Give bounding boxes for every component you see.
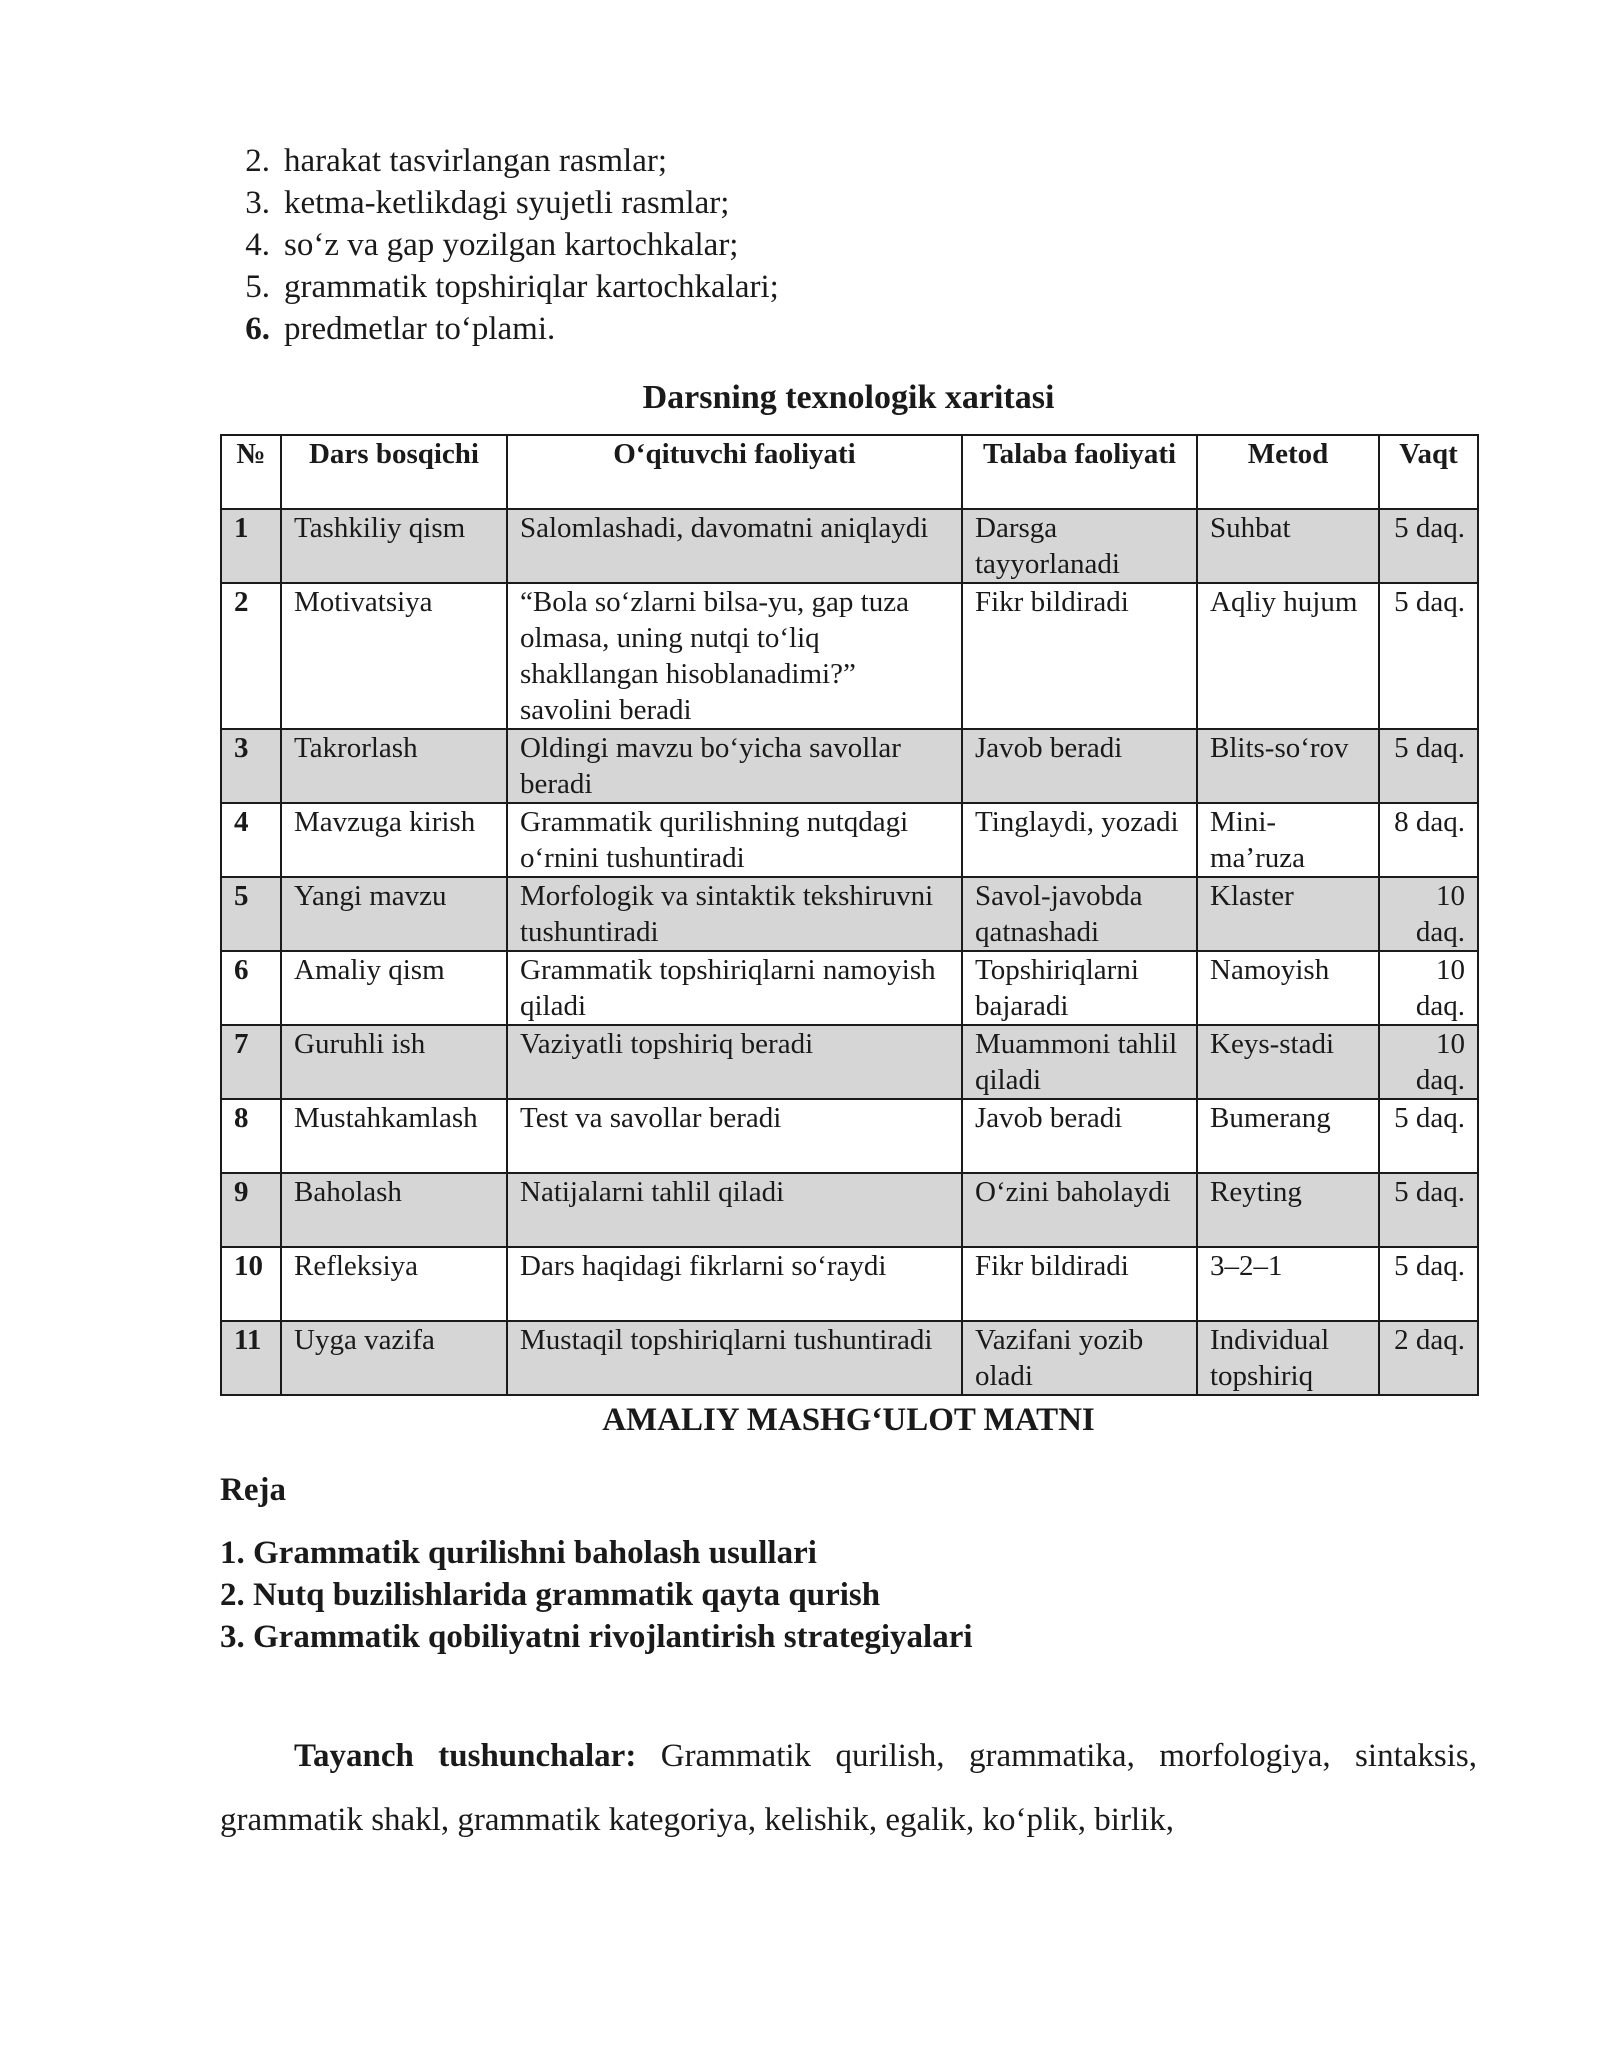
cell-teacher-activity: Grammatik qurilishning nutqdagi o‘rnini tushuntiradi	[507, 803, 962, 877]
key-concepts-label: Tayanch tushunchalar:	[294, 1738, 637, 1774]
cell-student-activity: Fikr bildiradi	[962, 583, 1197, 729]
column-header-number: №	[221, 435, 281, 509]
cell-time: 5 daq.	[1379, 729, 1478, 803]
cell-teacher-activity: Salomlashadi, davomatni aniqlaydi	[507, 509, 962, 583]
cell-stage: Refleksiya	[281, 1247, 507, 1321]
cell-teacher-activity: Mustaqil topshiriqlarni tushuntiradi	[507, 1321, 962, 1395]
column-header-stage: Dars bosqichi	[281, 435, 507, 509]
cell-time: 10 daq.	[1379, 951, 1478, 1025]
cell-teacher-activity: Morfologik va sintaktik tekshiruvni tushuntiradi	[507, 877, 962, 951]
cell-teacher-activity: “Bola so‘zlarni bilsa-yu, gap tuza olmasa, uning nutqi to‘liq shakllangan hisoblanadimi?” savolini beradi	[507, 583, 962, 729]
list-item	[220, 308, 1477, 350]
list-item-number: 6.	[245, 311, 270, 347]
list-item-text: predmetlar to‘plami.	[284, 311, 556, 347]
cell-time: 10 daq.	[1379, 1025, 1478, 1099]
cell-student-activity: Vazifani yozib oladi	[962, 1321, 1197, 1395]
table-row	[221, 1099, 1478, 1173]
cell-student-activity: Muammoni tahlil qiladi	[962, 1025, 1197, 1099]
table-row	[221, 729, 1478, 803]
cell-time: 5 daq.	[1379, 509, 1478, 583]
list-item-text: grammatik topshiriqlar kartochkalari;	[284, 269, 779, 305]
list-item-number: 2.	[245, 143, 270, 179]
cell-teacher-activity: Vaziyatli topshiriq beradi	[507, 1025, 962, 1099]
cell-method: Reyting	[1197, 1173, 1379, 1247]
plan-heading: Reja	[220, 1472, 286, 1508]
table-header-row	[221, 435, 1478, 509]
list-item	[220, 140, 1477, 182]
cell-stage: Mavzuga kirish	[281, 803, 507, 877]
list-item-text: harakat tasvirlangan rasmlar;	[284, 143, 667, 179]
cell-teacher-activity: Oldingi mavzu bo‘yicha savollar beradi	[507, 729, 962, 803]
cell-method: Individual topshiriq	[1197, 1321, 1379, 1395]
cell-student-activity: Darsga tayyorlanadi	[962, 509, 1197, 583]
list-item-text: so‘z va gap yozilgan kartochkalar;	[284, 227, 739, 263]
cell-stage: Uyga vazifa	[281, 1321, 507, 1395]
cell-method: Mini-ma’ruza	[1197, 803, 1379, 877]
cell-number: 5	[221, 877, 281, 951]
cell-stage: Yangi mavzu	[281, 877, 507, 951]
cell-method: Bumerang	[1197, 1099, 1379, 1173]
cell-number: 7	[221, 1025, 281, 1099]
cell-student-activity: Javob beradi	[962, 729, 1197, 803]
cell-teacher-activity: Natijalarni tahlil qiladi	[507, 1173, 962, 1247]
plan-item: 2. Nutq buzilishlarida grammatik qayta qurish	[220, 1577, 881, 1613]
cell-number: 4	[221, 803, 281, 877]
cell-method: Aqliy hujum	[1197, 583, 1379, 729]
cell-time: 5 daq.	[1379, 1099, 1478, 1173]
cell-number: 1	[221, 509, 281, 583]
cell-time: 8 daq.	[1379, 803, 1478, 877]
cell-method: Klaster	[1197, 877, 1379, 951]
table-row	[221, 1173, 1478, 1247]
plan-item: 3. Grammatik qobiliyatni rivojlantirish strategiyalari	[220, 1619, 973, 1655]
cell-stage: Tashkiliy qism	[281, 509, 507, 583]
list-item-text: ketma-ketlikdagi syujetli rasmlar;	[284, 185, 730, 221]
column-header-time: Vaqt	[1379, 435, 1478, 509]
cell-student-activity: Tinglaydi, yozadi	[962, 803, 1197, 877]
document-page	[220, 140, 1477, 1852]
cell-stage: Mustahkamlash	[281, 1099, 507, 1173]
cell-method: 3–2–1	[1197, 1247, 1379, 1321]
section-title: AMALIY MASHG‘ULOT MATNI	[602, 1402, 1095, 1438]
table-row	[221, 877, 1478, 951]
list-item	[220, 182, 1477, 224]
table-row	[221, 1025, 1478, 1099]
cell-teacher-activity: Test va savollar beradi	[507, 1099, 962, 1173]
table-row	[221, 803, 1478, 877]
cell-student-activity: Fikr bildiradi	[962, 1247, 1197, 1321]
table-row	[221, 1321, 1478, 1395]
table-row	[221, 509, 1478, 583]
cell-method: Suhbat	[1197, 509, 1379, 583]
list-item-number: 5.	[245, 269, 270, 305]
cell-student-activity: Javob beradi	[962, 1099, 1197, 1173]
cell-stage: Motivatsiya	[281, 583, 507, 729]
cell-teacher-activity: Grammatik topshiriqlarni namoyish qiladi	[507, 951, 962, 1025]
cell-method: Namoyish	[1197, 951, 1379, 1025]
list-item-number: 3.	[245, 185, 270, 221]
key-concepts-text: Grammatik qurilish, grammatika, morfologiya, sintaksis, grammatik shakl, grammatik kategoriya, kelishik, egalik, ko‘plik, birlik,	[220, 1738, 1477, 1838]
cell-number: 11	[221, 1321, 281, 1395]
cell-stage: Guruhli ish	[281, 1025, 507, 1099]
cell-stage: Amaliy qism	[281, 951, 507, 1025]
table-row	[221, 951, 1478, 1025]
list-item	[220, 266, 1477, 308]
table-row	[221, 583, 1478, 729]
table-row	[221, 1247, 1478, 1321]
lesson-map-table	[220, 434, 1479, 1396]
cell-number: 2	[221, 583, 281, 729]
column-header-student: Talaba faoliyati	[962, 435, 1197, 509]
cell-student-activity: Savol-javobda qatnashadi	[962, 877, 1197, 951]
table-title: Darsning texnologik xaritasi	[642, 379, 1055, 416]
cell-number: 9	[221, 1173, 281, 1247]
cell-stage: Baholash	[281, 1173, 507, 1247]
list-item-number: 4.	[245, 227, 270, 263]
cell-method: Keys-stadi	[1197, 1025, 1379, 1099]
cell-teacher-activity: Dars haqidagi fikrlarni so‘raydi	[507, 1247, 962, 1321]
cell-student-activity: O‘zini baholaydi	[962, 1173, 1197, 1247]
cell-number: 3	[221, 729, 281, 803]
table-body	[221, 509, 1478, 1395]
plan-item: 1. Grammatik qurilishni baholash usullari	[220, 1535, 817, 1571]
cell-time: 5 daq.	[1379, 1173, 1478, 1247]
cell-method: Blits-so‘rov	[1197, 729, 1379, 803]
cell-time: 5 daq.	[1379, 1247, 1478, 1321]
materials-list	[220, 140, 1477, 350]
plan-list	[220, 1532, 1477, 1658]
key-concepts-paragraph	[220, 1724, 1477, 1852]
cell-stage: Takrorlash	[281, 729, 507, 803]
list-item	[220, 224, 1477, 266]
cell-number: 10	[221, 1247, 281, 1321]
cell-time: 2 daq.	[1379, 1321, 1478, 1395]
cell-time: 10 daq.	[1379, 877, 1478, 951]
column-header-method: Metod	[1197, 435, 1379, 509]
column-header-teacher: O‘qituvchi faoliyati	[507, 435, 962, 509]
cell-number: 8	[221, 1099, 281, 1173]
cell-time: 5 daq.	[1379, 583, 1478, 729]
cell-student-activity: Topshiriqlarni bajaradi	[962, 951, 1197, 1025]
cell-number: 6	[221, 951, 281, 1025]
